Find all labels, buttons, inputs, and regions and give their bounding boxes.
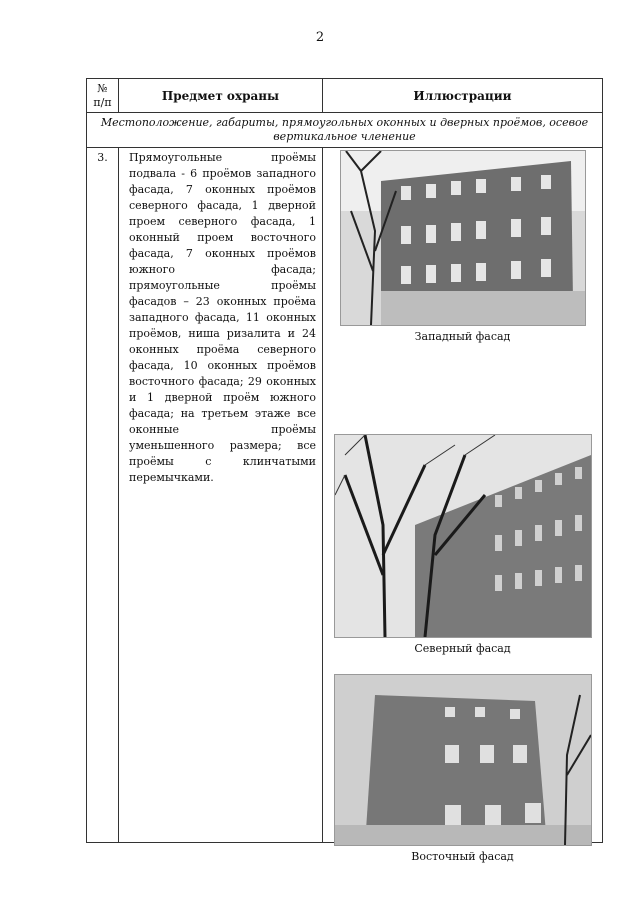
row-subject-text: Прямоугольные проёмы подвала - 6 проёмов западного фасада, 7 оконных проёмов северного фасада, 1 дверной проем северного фасада, 1 оконный проем восточного фасада, 7 оконных проёмов южного фасада; прямоугольные проёмы фасадов – 23 оконных проёма западного фасада, 11 оконных проёмов, ниша ризалита и 24 оконных проёма северного фасада, 10 оконных проёмов восточного фасада; 29 оконных и 1 дверной проём южного фасада; на третьем этаже все оконные проёмы уменьшенного размера; все проёмы с клинчатыми перемычками. [119, 148, 323, 843]
east-facade-photo [334, 674, 592, 846]
section-row [87, 113, 603, 148]
east-facade-caption: Восточный фасад [411, 850, 514, 863]
header-illustrations: Иллюстрации [323, 79, 603, 113]
header-subject: Предмет охраны [119, 79, 323, 113]
north-facade-photo [334, 434, 592, 638]
header-number-line2: п/п [93, 95, 112, 109]
header-number-line1: № [97, 81, 108, 95]
illustrations-cell [323, 148, 603, 863]
protection-table [86, 78, 603, 863]
table-row [87, 148, 603, 843]
header-number [87, 79, 119, 113]
page-number: 2 [315, 30, 325, 45]
table-header-row [87, 79, 603, 113]
north-facade-caption: Северный фасад [414, 642, 511, 655]
row-number: 3. [87, 148, 119, 843]
figure-west-facade [323, 150, 602, 343]
west-facade-photo [340, 150, 586, 326]
west-facade-caption: Западный фасад [414, 330, 511, 343]
figure-east-facade [323, 674, 602, 863]
section-title: Местоположение, габариты, прямоугольных оконных и дверных проёмов, осевое вертикальное членение [87, 113, 603, 148]
figure-north-facade [323, 434, 602, 655]
